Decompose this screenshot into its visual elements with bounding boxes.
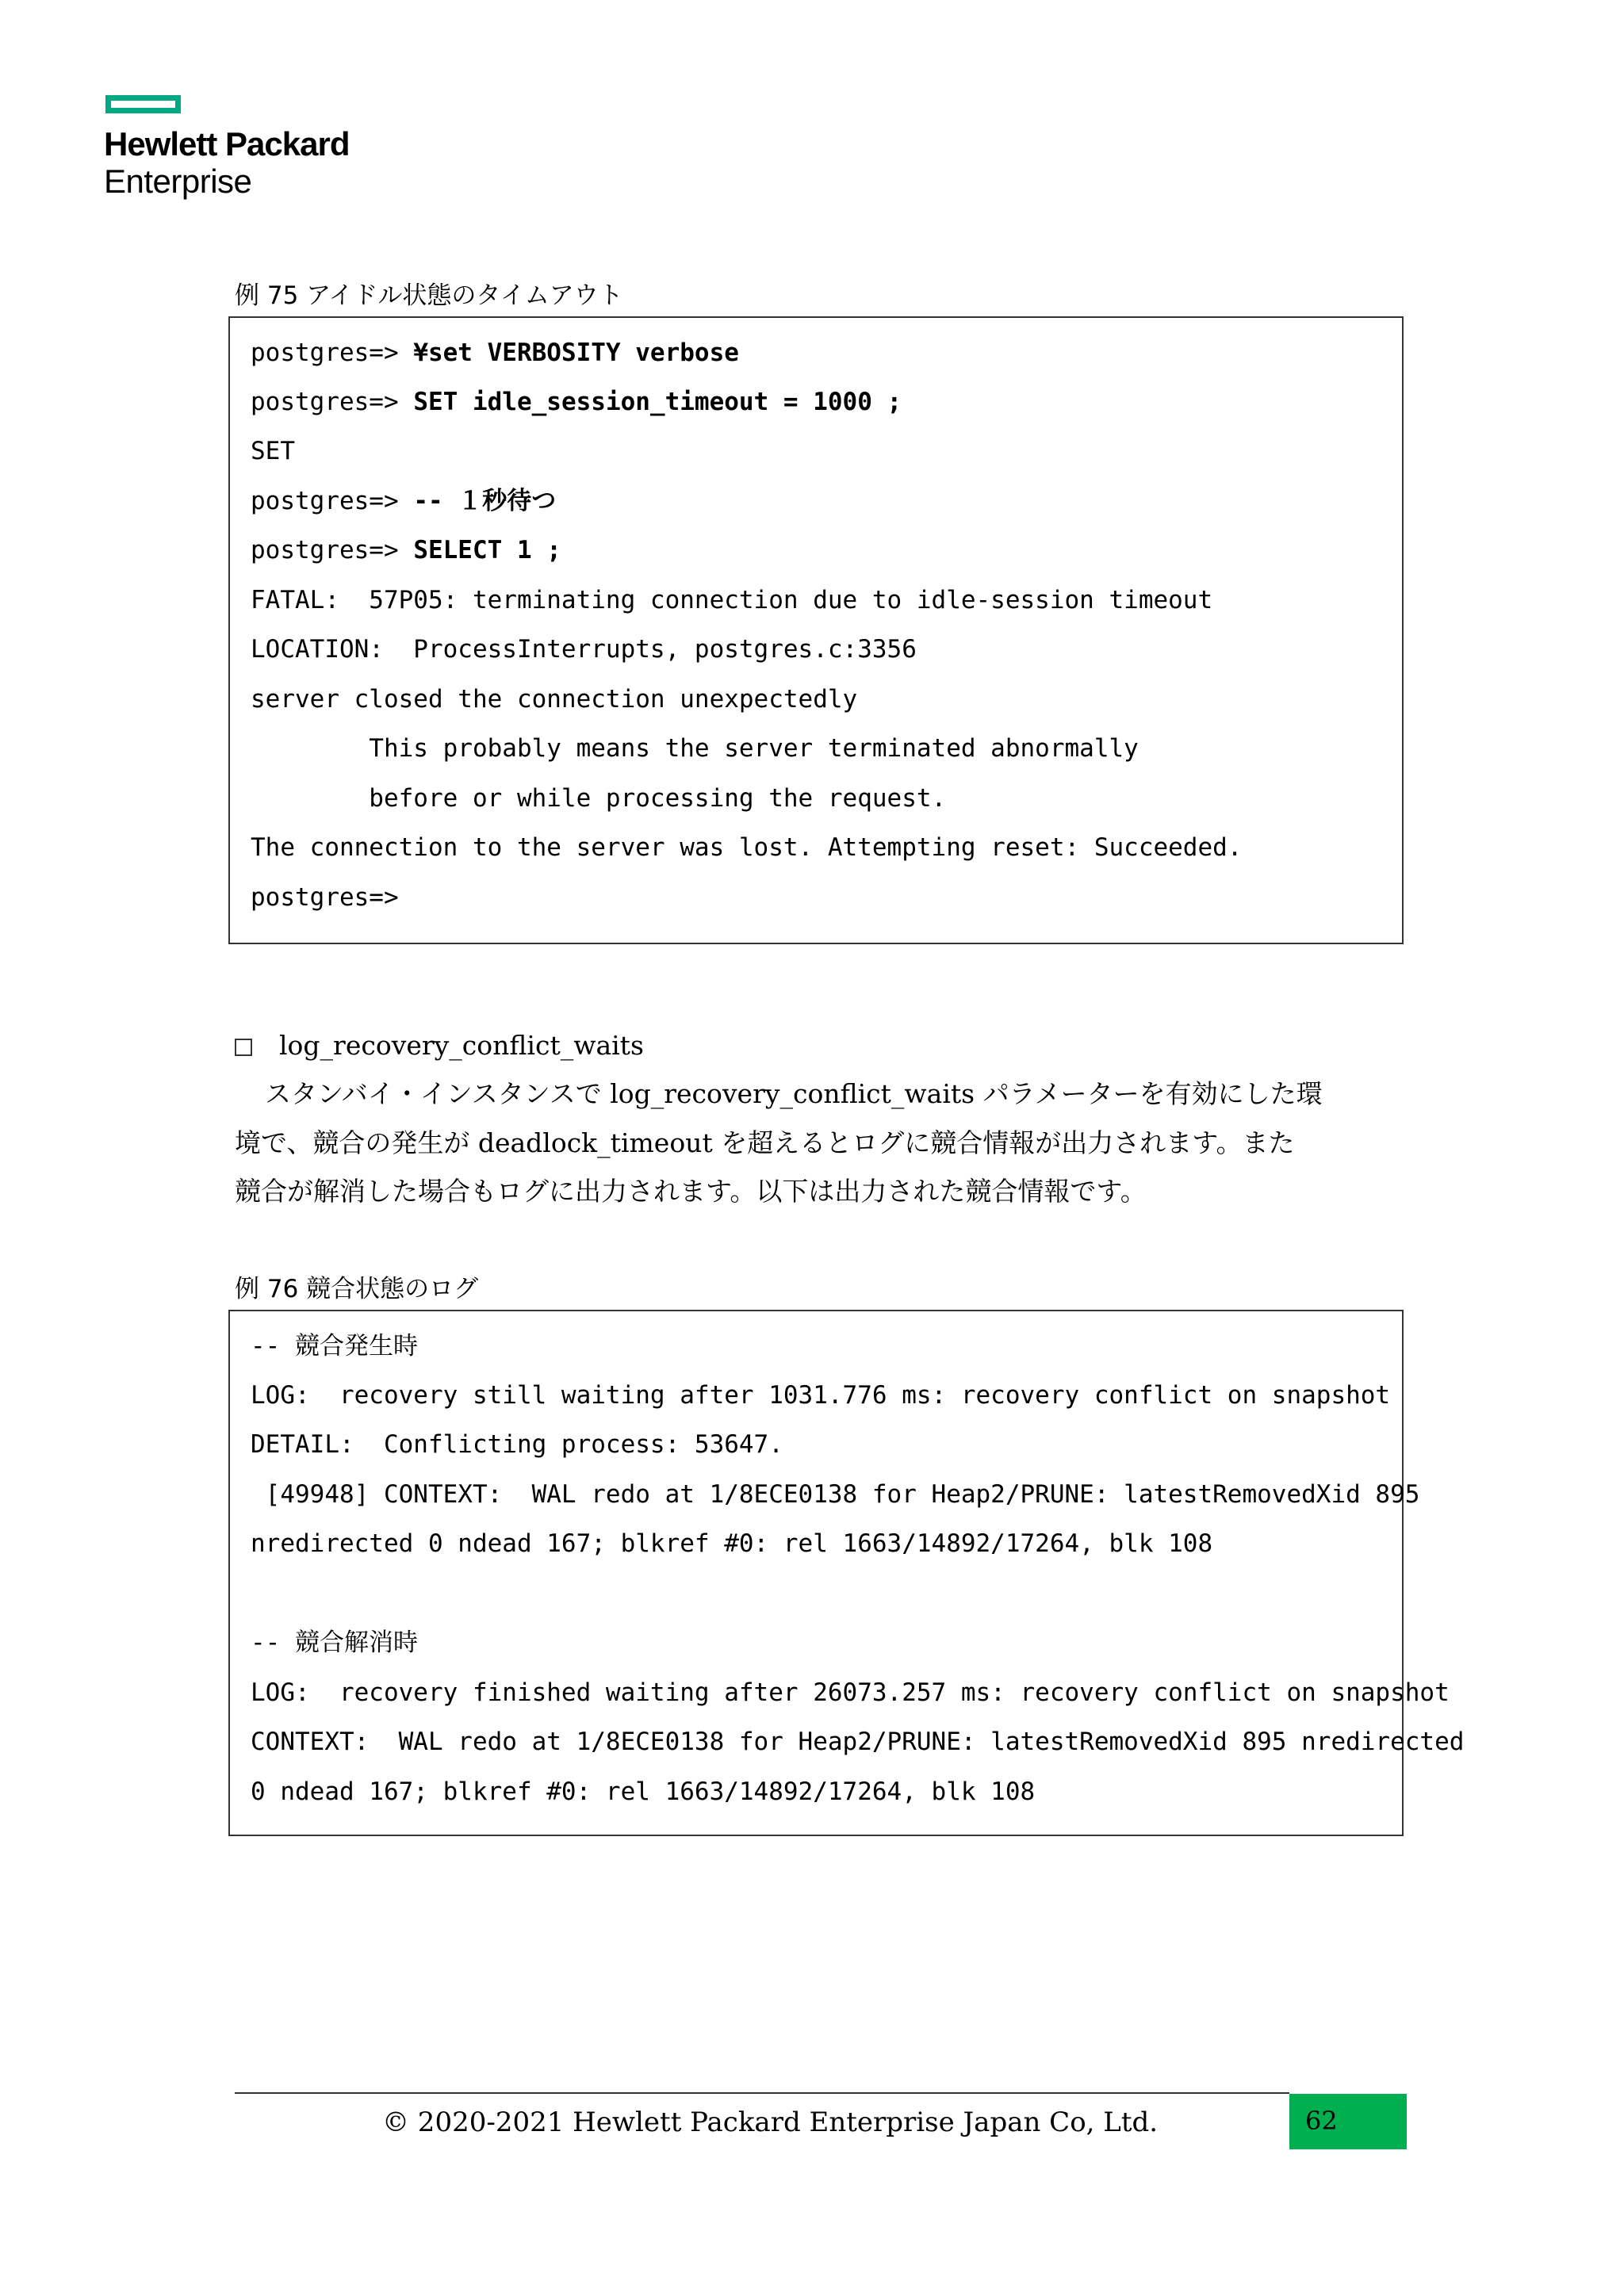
example-75-code-box — [228, 316, 1404, 944]
example-76-code-box — [228, 1310, 1465, 1836]
section-heading-text: log_recovery_conflict_waits — [279, 1030, 644, 1061]
prompt: postgres=> — [251, 339, 414, 367]
code-line: LOG: recovery still waiting after 1031.776 ms: recovery conflict on snapshot — [251, 1381, 1391, 1410]
command: SET idle_session_timeout = 1000 ; — [413, 388, 902, 416]
code-line — [251, 786, 946, 811]
code-line — [251, 637, 917, 662]
code-line: CONTEXT: WAL redo at 1/8ECE0138 for Heap2/PRUNE: latestRemovedXid 895 nredirected — [251, 1728, 1465, 1756]
prompt: postgres=> — [251, 883, 399, 912]
logo-text-line1: Hewlett Packard — [104, 125, 350, 163]
output: SET — [251, 437, 295, 465]
output: The connection to the server was lost. Attempting reset: Succeeded. — [251, 833, 1243, 862]
code-line: DETAIL: Conflicting process: 53647. — [251, 1430, 783, 1459]
code-line — [251, 883, 399, 912]
output: FATAL: 57P05: terminating connection due to idle-session timeout — [251, 586, 1213, 614]
hpe-logo-mark — [105, 95, 181, 113]
page-number: 62 — [1305, 2106, 1338, 2136]
code-line: -- 競合発生時 — [251, 1332, 418, 1360]
example-76-caption: 例 76 競合状態のログ — [235, 1275, 479, 1303]
code-line: nredirected 0 ndead 167; blkref #0: rel 1663/14892/17264, blk 108 — [251, 1529, 1213, 1558]
copyright: © 2020-2021 Hewlett Packard Enterprise Japan Co, Ltd. — [382, 2107, 1159, 2138]
footer-rule — [235, 2092, 1289, 2094]
output: This probably means the server terminated abnormally — [251, 734, 1139, 763]
command: SELECT 1 ; — [413, 536, 561, 564]
output: before or while processing the request. — [251, 784, 947, 813]
page-number-box — [1289, 2094, 1407, 2149]
prompt: postgres=> — [251, 536, 414, 564]
paragraph-line: スタンバイ・インスタンスで log_recovery_conflict_waits パラメーターを有効にした環 — [265, 1078, 1323, 1109]
prompt: postgres=> — [251, 487, 414, 515]
code-line: LOG: recovery finished waiting after 26073.257 ms: recovery conflict on snapshot — [251, 1678, 1450, 1707]
command: -- １秒待つ — [413, 487, 557, 515]
code-line — [251, 489, 556, 514]
code-line — [251, 734, 1139, 763]
output: LOCATION: ProcessInterrupts, postgres.c:3356 — [251, 635, 917, 664]
logo-text-line2: Enterprise — [104, 163, 252, 200]
example-75-caption: 例 75 アイドル状態のタイムアウト — [235, 281, 623, 310]
code-line — [251, 341, 739, 365]
checkbox-bullet-icon — [235, 1039, 252, 1056]
code-line: [49948] CONTEXT: WAL redo at 1/8ECE0138 for Heap2/PRUNE: latestRemovedXid 895 — [251, 1480, 1420, 1509]
output: server closed the connection unexpectedly — [251, 685, 858, 714]
code-line — [251, 439, 295, 464]
code-line — [251, 687, 857, 712]
code-line — [251, 833, 1243, 862]
command: ¥set VERBOSITY verbose — [413, 339, 739, 367]
paragraph-line: 競合が解消した場合もログに出力されます。以下は出力された競合情報です。 — [235, 1176, 1147, 1207]
prompt: postgres=> — [251, 388, 414, 416]
section-heading — [235, 1030, 644, 1061]
code-line: -- 競合解消時 — [251, 1628, 418, 1657]
code-line: 0 ndead 167; blkref #0: rel 1663/14892/17264, blk 108 — [251, 1777, 1036, 1806]
code-line — [251, 538, 561, 563]
code-line — [251, 588, 1212, 613]
code-line — [251, 390, 902, 415]
paragraph-line: 境で、競合の発生が deadlock_timeout を超えるとログに競合情報が出力されます。また — [235, 1127, 1295, 1158]
